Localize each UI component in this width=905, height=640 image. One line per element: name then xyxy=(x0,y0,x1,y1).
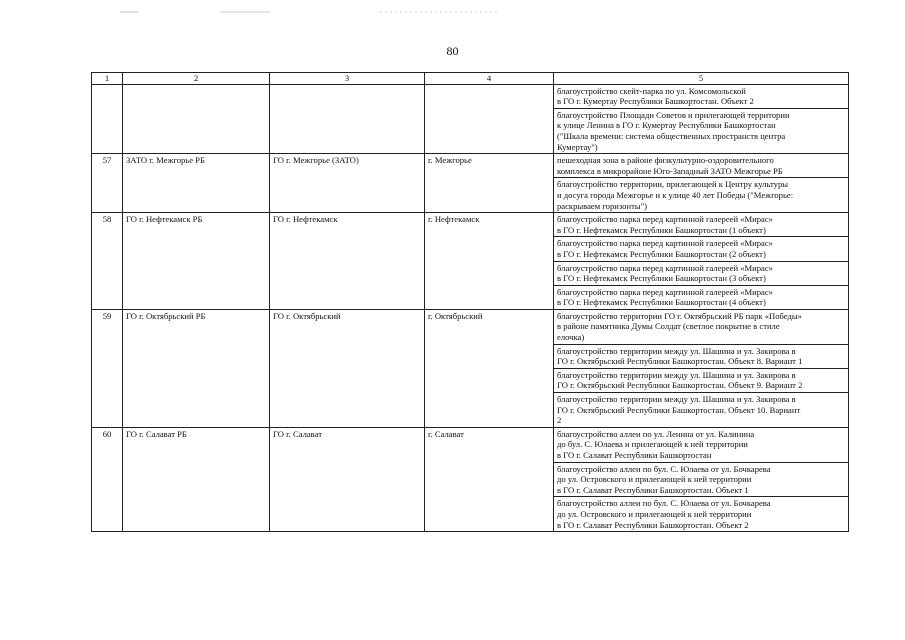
object-description-cell: благоустройство территории ГО г. Октябрьский РБ парк «Победы» в районе памятника Думы Солдат (светлое покрытие в стиле елочка) xyxy=(554,309,849,344)
object-description-cell: благоустройство территории, прилегающей к Центру культуры и досуга города Межгорье и к улице 40 лет Победы ("Межгорье: раскрываем горизонты") xyxy=(554,178,849,213)
column-header: 2 xyxy=(123,73,270,85)
subject-cell: ГО г. Октябрьский РБ xyxy=(123,309,270,427)
settlement-cell: г. Межгорье xyxy=(425,154,554,213)
object-description-cell: благоустройство Площади Советов и прилегающей территории к улице Ленина в ГО г. Кумертау Республики Башкортостан ("Шкала времени: система общественных пространств центра Кумертау") xyxy=(554,108,849,153)
table-row xyxy=(92,427,849,462)
scan-artifact-marks xyxy=(120,10,520,14)
municipality-cell xyxy=(270,84,425,154)
municipal-objects-table xyxy=(91,72,849,532)
subject-cell: ЗАТО г. Межгорье РБ xyxy=(123,154,270,213)
municipality-cell: ГО г. Салават xyxy=(270,427,425,531)
settlement-cell: г. Октябрьский xyxy=(425,309,554,427)
municipality-cell: ГО г. Межгорье (ЗАТО) xyxy=(270,154,425,213)
subject-cell: ГО г. Салават РБ xyxy=(123,427,270,531)
column-header: 3 xyxy=(270,73,425,85)
table-row xyxy=(92,84,849,108)
subject-cell xyxy=(123,84,270,154)
page-number: 80 xyxy=(446,44,459,58)
table-row xyxy=(92,154,849,178)
object-description-cell: благоустройство территории между ул. Шашина и ул. Закирова в ГО г. Октябрьский Республики Башкортостан. Объект 8. Вариант 1 xyxy=(554,344,849,368)
object-description-cell: благоустройство парка перед картинной галереей «Мирас» в ГО г. Нефтекамск Республики Башкортостан (4 объект) xyxy=(554,285,849,309)
table-header-row xyxy=(92,73,849,85)
row-number xyxy=(92,84,123,154)
row-number: 60 xyxy=(92,427,123,531)
column-header: 4 xyxy=(425,73,554,85)
object-description-cell: благоустройство скейт-парка по ул. Комсомольской в ГО г. Кумертау Республики Башкортостан. Объект 2 xyxy=(554,84,849,108)
object-description-cell: благоустройство аллеи по бул. С. Юлаева от ул. Бочкарева до ул. Островского и прилегающей к ней территории в ГО г. Салават Республики Башкортостан. Объект 2 xyxy=(554,497,849,532)
object-description-cell: благоустройство территории между ул. Шашина и ул. Закирова в ГО г. Октябрьский Республики Башкортостан. Объект 9. Вариант 2 xyxy=(554,368,849,392)
column-header: 5 xyxy=(554,73,849,85)
settlement-cell: г. Нефтекамск xyxy=(425,213,554,310)
row-number: 58 xyxy=(92,213,123,310)
table-row xyxy=(92,309,849,344)
row-number: 57 xyxy=(92,154,123,213)
object-description-cell: благоустройство аллеи по ул. Ленина от ул. Калинина до бул. С. Юлаева и прилегающей к ней территории в ГО г. Салават Республики Башкортостан xyxy=(554,427,849,462)
row-number: 59 xyxy=(92,309,123,427)
object-description-cell: благоустройство парка перед картинной галереей «Мирас» в ГО г. Нефтекамск Республики Башкортостан (3 объект) xyxy=(554,261,849,285)
object-description-cell: пешеходная зона в районе физкультурно-оздоровительного комплекса в микрорайоне Юго-Западный ЗАТО Межгорье РБ xyxy=(554,154,849,178)
object-description-cell: благоустройство парка перед картинной галереей «Мирас» в ГО г. Нефтекамск Республики Башкортостан (1 объект) xyxy=(554,213,849,237)
object-description-cell: благоустройство парка перед картинной галереей «Мирас» в ГО г. Нефтекамск Республики Башкортостан (2 объект) xyxy=(554,237,849,261)
object-description-cell: благоустройство территории между ул. Шашина и ул. Закирова в ГО г. Октябрьский Республики Башкортостан. Объект 10. Вариант 2 xyxy=(554,393,849,428)
municipality-cell: ГО г. Октябрьский xyxy=(270,309,425,427)
municipality-cell: ГО г. Нефтекамск xyxy=(270,213,425,310)
subject-cell: ГО г. Нефтекамск РБ xyxy=(123,213,270,310)
column-header: 1 xyxy=(92,73,123,85)
settlement-cell: г. Салават xyxy=(425,427,554,531)
table-row xyxy=(92,213,849,237)
settlement-cell xyxy=(425,84,554,154)
object-description-cell: благоустройство аллеи по бул. С. Юлаева от ул. Бочкарева до ул. Островского и прилегающей к ней территории в ГО г. Салават Республики Башкортостан. Объект 1 xyxy=(554,462,849,497)
table-body xyxy=(92,84,849,532)
